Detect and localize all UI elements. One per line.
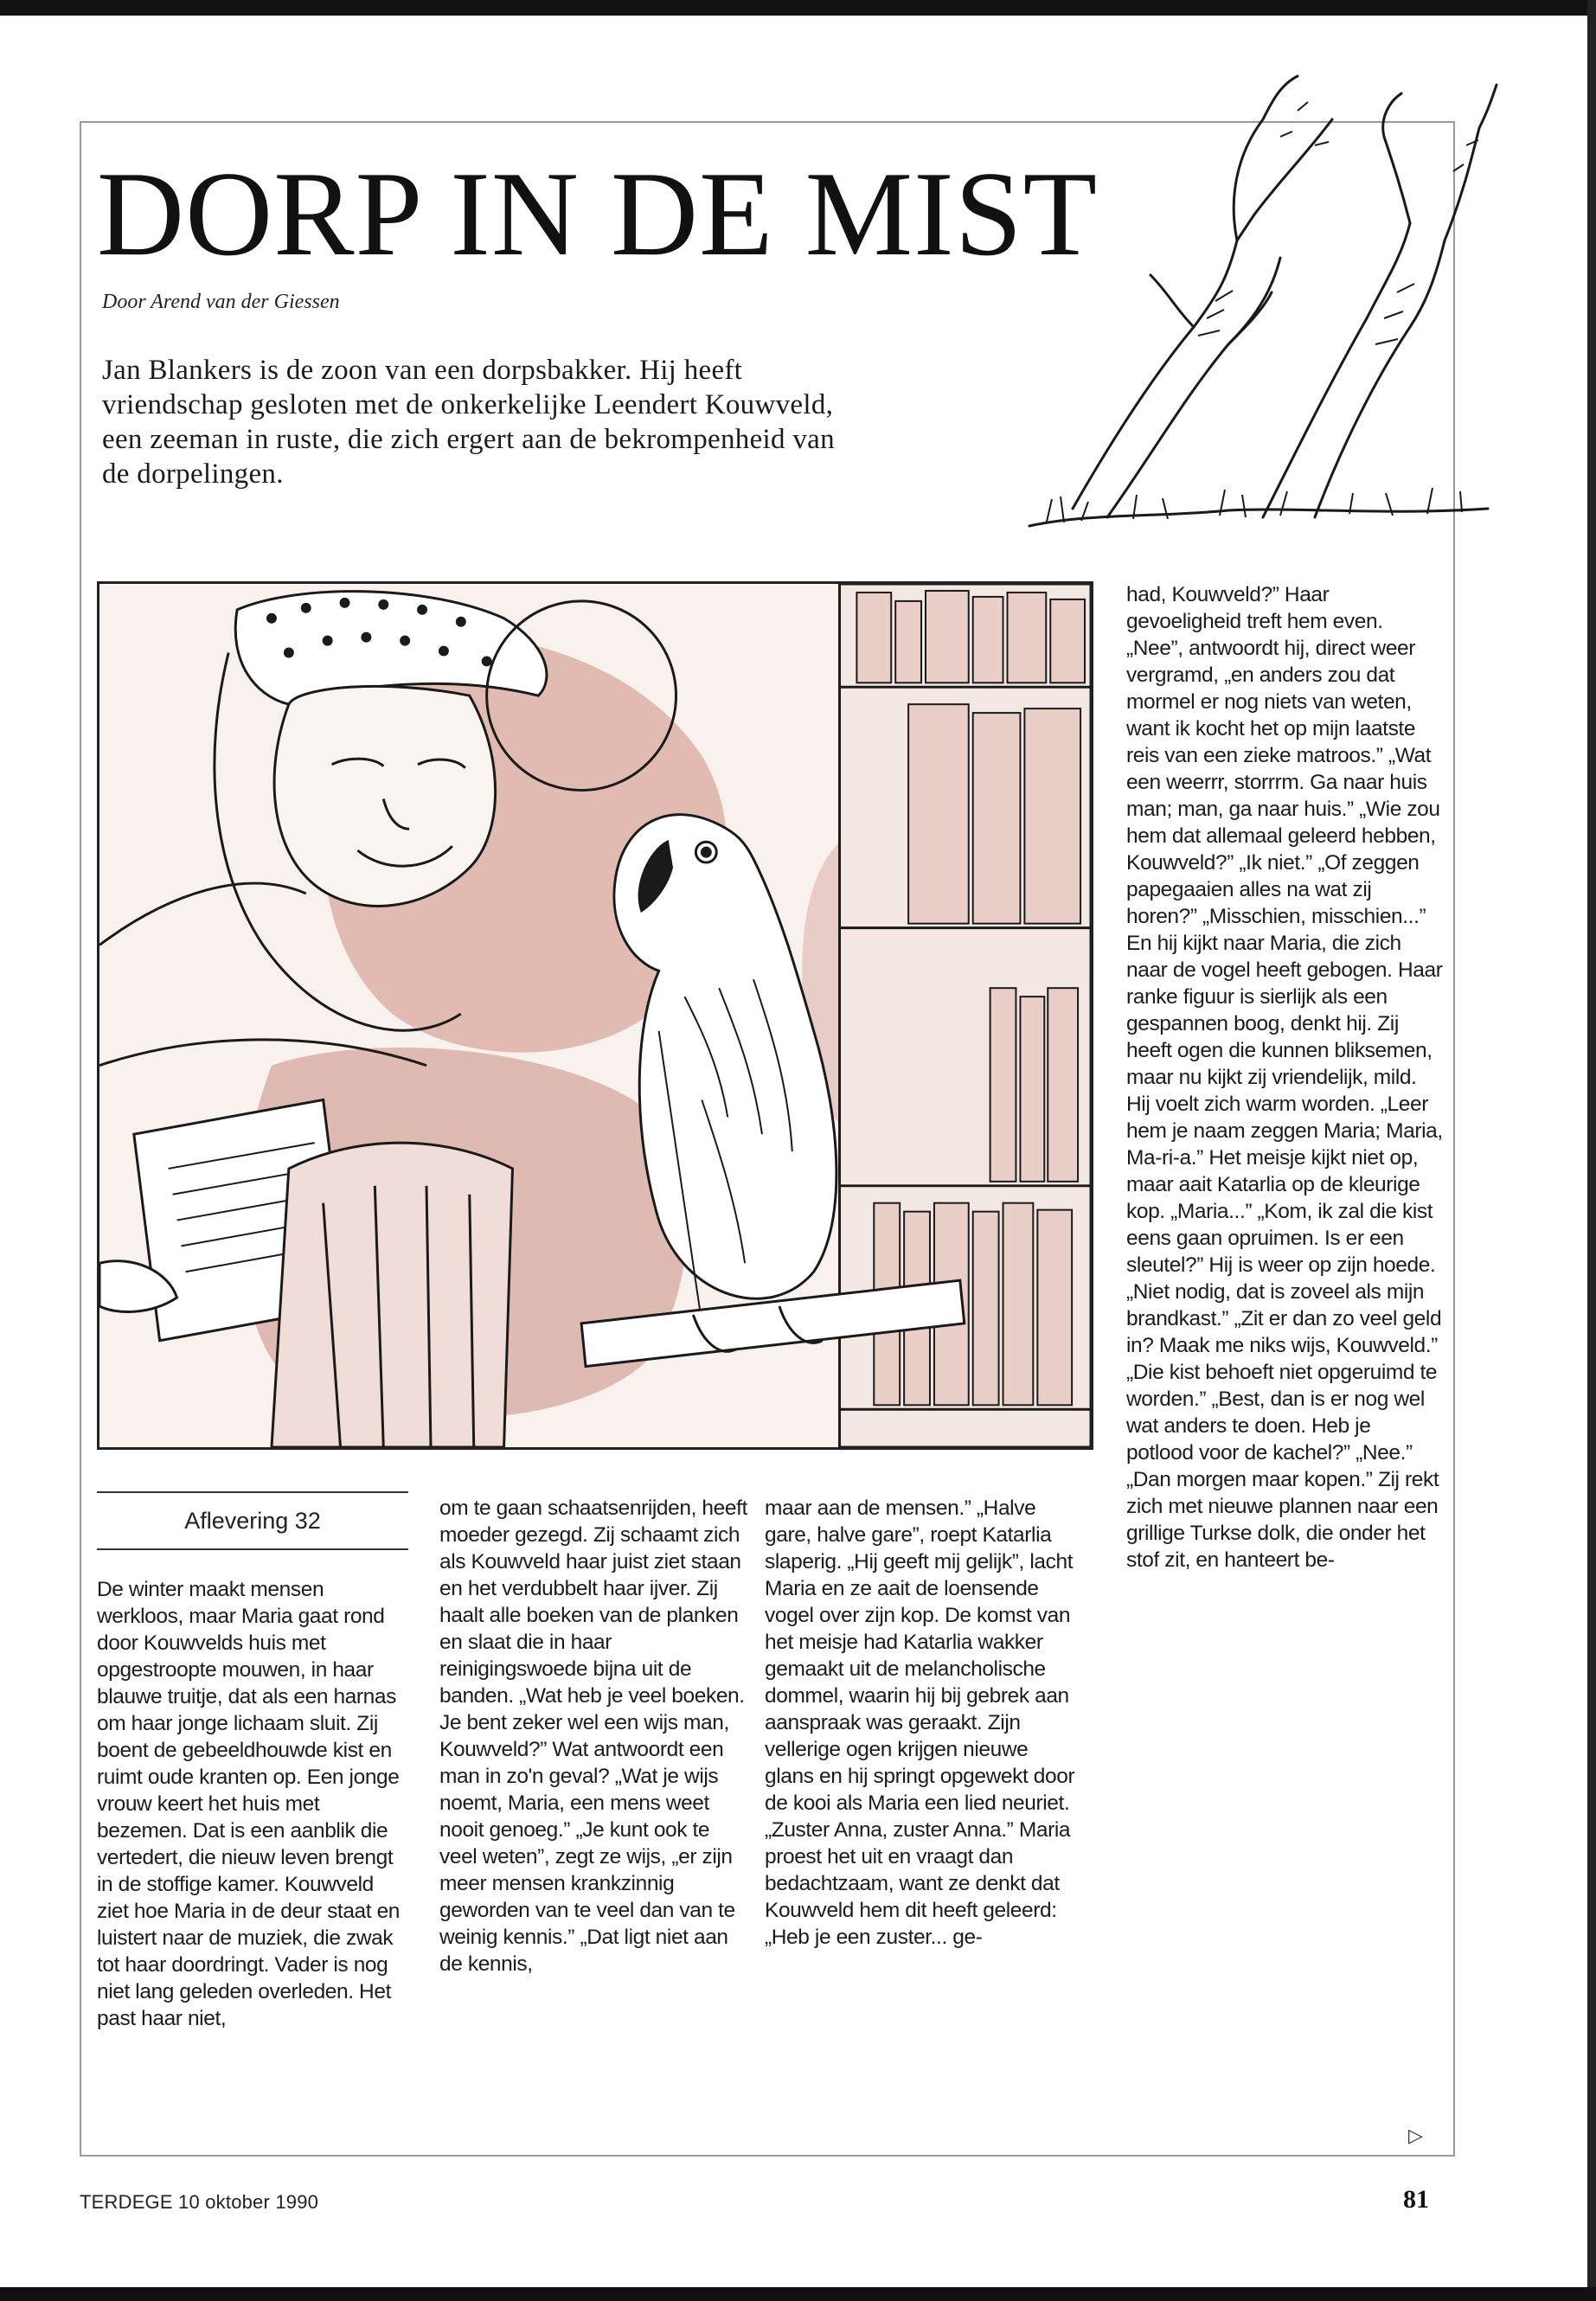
tree-sketch-illustration	[1021, 67, 1505, 535]
column-3-text: maar aan de mensen.” „Halve gare, halve gare”, roept Katarlia slaperig. „Hij geeft mij gelijk”, lacht Maria en ze aait de loensende vogel over zijn kop. De komst van het meisje had Katarlia wakker gemaakt uit de melancholische dommel, waarin hij bij gebrek aan aanspraak was geraakt. Zijn vellerige ogen krijgen nieuwe glans en hij springt opgewekt door de kooi als Maria een lied neuriet. „Zuster Anna, zuster Anna.” Maria proest het uit en vraagt dan bedachtzaam, want ze denkt dat Kouwveld hem dit heeft geleerd: „Heb je een zuster... ge-	[765, 1497, 1075, 1949]
episode-label: Aflevering 32	[97, 1491, 408, 1550]
column-1-text: De winter maakt mensen werkloos, maar Maria gaat rond door Kouwvelds huis met opgestroopte mouwen, in haar blauwe truitje, dat als een harnas om haar jonge lichaam sluit. Zij boent de gebeeldhouwde kist en ruimt oude kranten op. Een jonge vrouw keert het huis met bezemen. Dat is een aanblik die vertedert, die nieuw leven brengt in de stoffige kamer. Kouwveld ziet hoe Maria in de deur staat en luistert naar de muziek, die zwak tot haar doordringt. Vader is nog niet lang geleden overleden. Het past haar niet,	[97, 1578, 401, 2030]
article-intro: Jan Blankers is de zoon van een dorpsbakker. Hij heeft vriendschap gesloten met de onkerkelijke Leendert Kouwveld, een zeeman in ruste, die zich ergert aan de bekrompenheid van de dorpelingen.	[102, 355, 835, 490]
text-column-4	[1126, 581, 1443, 1574]
text-column-2	[439, 1495, 747, 1977]
page-number: 81	[1403, 2185, 1429, 2214]
text-column-3	[765, 1495, 1078, 1951]
scan-edge-right	[1587, 0, 1596, 2301]
continue-arrow-icon: ▷	[1408, 2125, 1423, 2146]
article-title: DORP IN DE MIST	[97, 147, 1099, 281]
column-4-text: had, Kouwveld?” Haar gevoeligheid treft hem even. „Nee”, antwoordt hij, direct weer vergramd, „en anders zou dat mormel er nog niets van weten, want ik kocht het op mijn laatste reis van een zieke matroos.” „Wat een weerrr, storrrm. Ga naar huis man; man, ga naar huis.” „Wie zou hem dat allemaal geleerd hebben, Kouwveld?” „Ik niet.” „Of zeggen papegaaien alles na wat zij horen?” „Misschien, misschien...” En hij kijkt naar Maria, die zich naar de vogel heeft gebogen. Haar ranke figuur is sierlijk als een gespannen boog, denkt hij. Zij heeft ogen die kunnen bliksemen, maar nu kijkt zij vriendelijk, mild. Hij voelt zich warm worden. „Leer hem je naam zeggen Maria; Maria, Ma-ri-a.” Het meisje kijkt niet op, maar aait Katarlia op de kleurige kop. „Maria...” „Kom, ik zal die kist eens gaan opruimen. Is er een sleutel?” Hij is weer op zijn hoede. „Niet nodig, dat is zoveel als mijn brandkast.” „Zit er dan zo veel geld in? Maak me niks wijs, Kouwveld.” „Die kist behoeft niet opgeruimd te worden.” „Best, dan is er nog wel wat anders te doen. Heb je potlood voor de kachel?” „Nee.” „Dan morgen maar kopen.” Zij rekt zich met nieuwe plannen naar een grillige Turkse dolk, die onder het stof zit, en hanteert be-	[1126, 583, 1443, 1572]
article-byline: Door Arend van der Giessen	[102, 291, 340, 313]
footer-publication: TERDEGE 10 oktober 1990	[80, 2191, 319, 2213]
scan-edge-bottom	[0, 2287, 1596, 2301]
girl-and-parrot-illustration	[97, 581, 1093, 1450]
scan-edge-top	[0, 0, 1596, 16]
column-2-text: om te gaan schaatsenrijden, heeft moeder gezegd. Zij schaamt zich als Kouwveld haar juist ziet staan en het verdubbelt haar ijver. Zij haalt alle boeken van de planken en slaat die in haar reinigingswoede bijna uit de banden. „Wat heb je veel boeken. Je bent zeker wel een wijs man, Kouwveld?” Wat antwoordt een man in zo'n geval? „Wat je wijs noemt, Maria, een mens weet nooit genoeg.” „Je kunt ook te veel weten”, zegt ze wijs, „er zijn meer mensen krankzinnig geworden van te veel dan van te weinig kennis.” „Dat ligt niet aan de kennis,	[439, 1497, 747, 1976]
